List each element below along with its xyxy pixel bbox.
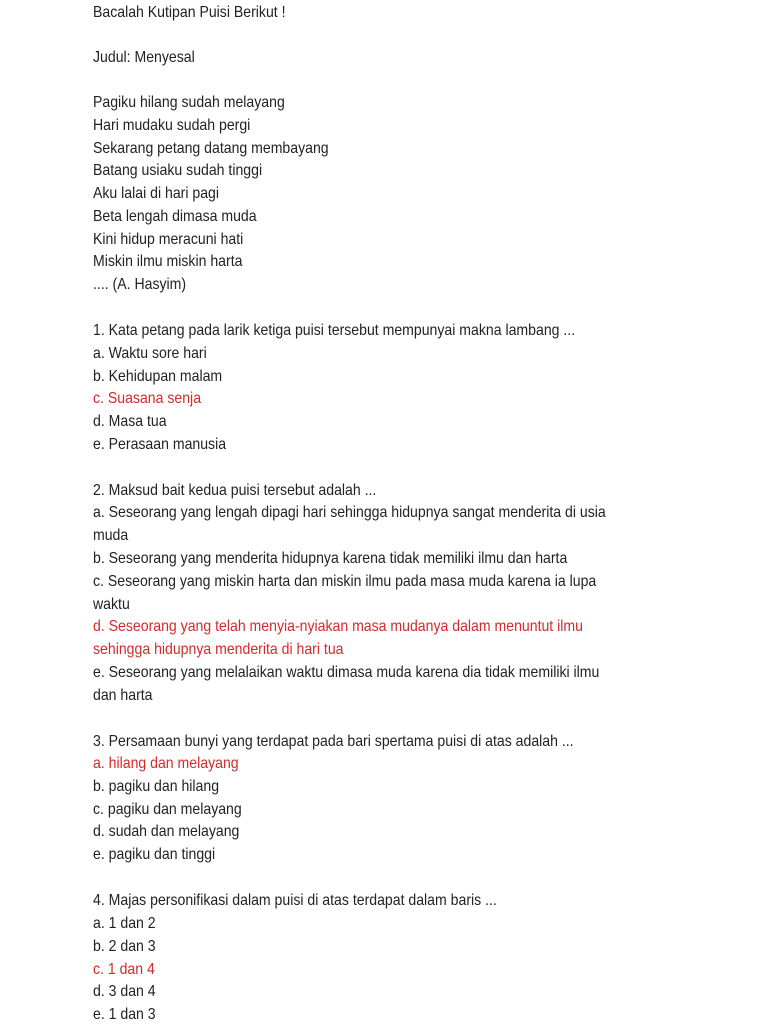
option-a: a. Waktu sore hari (93, 345, 207, 362)
poem-line: Miskin ilmu miskin harta (93, 253, 243, 270)
option-e: e. Seseorang yang melalaikan waktu dimasa muda karena dia tidak memiliki ilmu (93, 664, 600, 681)
question-text: 1. Kata petang pada larik ketiga puisi tersebut mempunyai makna lambang ... (93, 322, 576, 339)
option-c-correct-answer: c. Suasana senja (93, 390, 202, 407)
option-c-continued: waktu (93, 596, 130, 613)
option-d-continued: sehingga hidupnya menderita di hari tua (93, 641, 344, 658)
option-b: b. 2 dan 3 (93, 938, 156, 955)
option-c-correct-answer: c. 1 dan 4 (93, 961, 155, 978)
option-b: b. Kehidupan malam (93, 368, 223, 385)
option-b: b. Seseorang yang menderita hidupnya karena tidak memiliki ilmu dan harta (93, 550, 568, 567)
document-page (93, 0, 762, 1024)
option-c: c. Seseorang yang miskin harta dan miskin ilmu pada masa muda karena ia lupa (93, 573, 597, 590)
option-e-continued: dan harta (93, 687, 153, 704)
option-e: e. Perasaan manusia (93, 436, 227, 453)
poem-line: Kini hidup meracuni hati (93, 231, 244, 248)
poem-line: Aku lalai di hari pagi (93, 185, 220, 202)
option-d: d. Masa tua (93, 413, 167, 430)
option-b: b. pagiku dan hilang (93, 778, 220, 795)
poem-line: Sekarang petang datang membayang (93, 140, 329, 157)
poem-title: Judul: Menyesal (93, 49, 195, 66)
option-d: d. sudah dan melayang (93, 823, 240, 840)
question-text: 4. Majas personifikasi dalam puisi di atas terdapat dalam baris ... (93, 892, 497, 909)
poem-line: Pagiku hilang sudah melayang (93, 94, 285, 111)
option-c: c. pagiku dan melayang (93, 801, 242, 818)
option-a: a. Seseorang yang lengah dipagi hari sehingga hidupnya sangat menderita di usia (93, 504, 606, 521)
option-a-correct-answer: a. hilang dan melayang (93, 755, 239, 772)
option-d-correct-answer: d. Seseorang yang telah menyia-nyiakan masa mudanya dalam menuntut ilmu (93, 618, 583, 635)
option-e: e. 1 dan 3 (93, 1006, 156, 1023)
poem-line: Beta lengah dimasa muda (93, 208, 257, 225)
option-d: d. 3 dan 4 (93, 983, 156, 1000)
instruction-text: Bacalah Kutipan Puisi Berikut ! (93, 4, 286, 21)
option-a-continued: muda (93, 527, 129, 544)
option-a: a. 1 dan 2 (93, 915, 156, 932)
option-e: e. pagiku dan tinggi (93, 846, 216, 863)
poem-line: Hari mudaku sudah pergi (93, 117, 251, 134)
question-text: 3. Persamaan bunyi yang terdapat pada bari spertama puisi di atas adalah ... (93, 733, 574, 750)
poem-author: .... (A. Hasyim) (93, 276, 187, 293)
question-text: 2. Maksud bait kedua puisi tersebut adalah ... (93, 482, 377, 499)
poem-line: Batang usiaku sudah tinggi (93, 162, 263, 179)
